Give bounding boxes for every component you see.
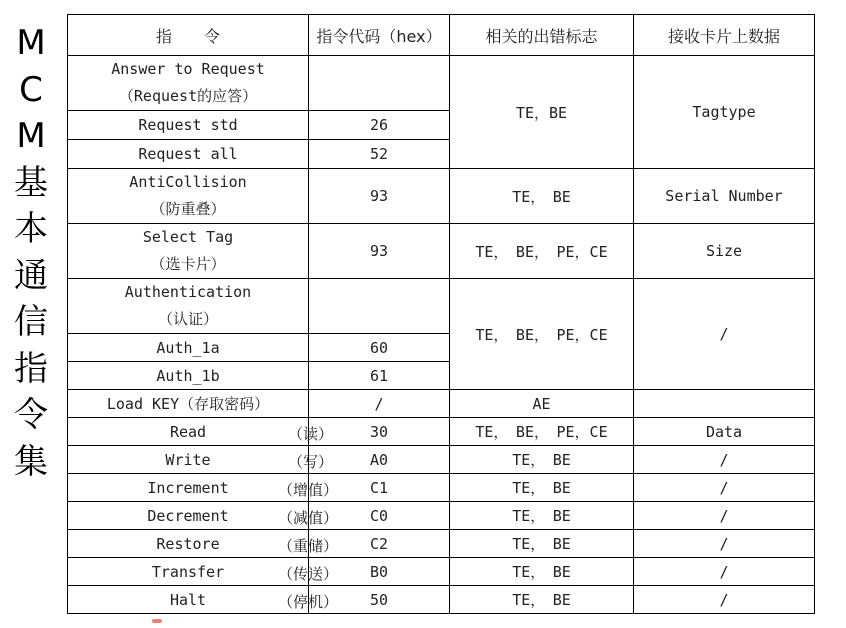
command-cell: Decrement （减值）	[68, 502, 309, 530]
side-title	[6, 20, 56, 485]
code-cell: 93	[309, 224, 450, 279]
code-cell: 61	[309, 362, 450, 390]
flags-cell: TE， BE	[450, 169, 634, 224]
command-cell: Load KEY（存取密码）	[68, 390, 309, 418]
red-mark	[152, 619, 162, 623]
table-row	[68, 530, 815, 558]
table-row	[68, 502, 815, 530]
data-cell: /	[634, 586, 815, 614]
table-row	[68, 224, 815, 279]
code-cell: 93	[309, 169, 450, 224]
data-cell: /	[634, 474, 815, 502]
table-row	[68, 558, 815, 586]
data-cell: /	[634, 446, 815, 474]
table-row	[68, 446, 815, 474]
side-title-char: 集	[14, 441, 48, 482]
flags-cell: AE	[450, 390, 634, 418]
code-cell: B0	[309, 558, 450, 586]
command-cell: Auth_1a	[68, 334, 309, 362]
flags-cell: TE， BE， PE，CE	[450, 279, 634, 390]
side-title-char: M	[16, 23, 46, 63]
header-error-flags: 相关的出错标志	[450, 15, 634, 56]
flags-cell: TE，BE	[450, 56, 634, 169]
code-cell: 50	[309, 586, 450, 614]
data-cell: Serial Number	[634, 169, 815, 224]
side-title-char: M	[16, 116, 46, 156]
side-title-char: 指	[14, 348, 48, 389]
command-cell: Restore （重储）	[68, 530, 309, 558]
data-cell: /	[634, 502, 815, 530]
flags-cell: TE， BE	[450, 530, 634, 558]
side-title-char: 通	[14, 255, 48, 296]
command-cell: Select Tag （选卡片）	[68, 224, 309, 279]
table-row	[68, 279, 815, 334]
code-cell: 60	[309, 334, 450, 362]
table-header-row	[68, 15, 815, 56]
command-cell: Increment （增值）	[68, 474, 309, 502]
header-code: 指令代码（hex）	[309, 15, 450, 56]
code-cell: C1	[309, 474, 450, 502]
code-cell: 52	[309, 140, 450, 169]
header-card-data: 接收卡片上数据	[634, 15, 815, 56]
flags-cell: TE， BE	[450, 446, 634, 474]
data-cell: /	[634, 279, 815, 390]
command-cell: Answer to Request （Request的应答）	[68, 56, 309, 111]
flags-cell: TE， BE	[450, 558, 634, 586]
side-title-char: 本	[14, 209, 48, 249]
command-cell: Auth_1b	[68, 362, 309, 390]
data-cell: Size	[634, 224, 815, 279]
table-row	[68, 474, 815, 502]
flags-cell: TE， BE	[450, 586, 634, 614]
code-cell	[309, 279, 450, 334]
table-row	[68, 586, 815, 614]
side-title-char: 信	[14, 302, 48, 342]
command-cell: Transfer （传送）	[68, 558, 309, 586]
command-cell: Request std	[68, 111, 309, 140]
table-row	[68, 169, 815, 224]
code-cell: 30	[309, 418, 450, 446]
flags-cell: TE， BE	[450, 474, 634, 502]
data-cell: /	[634, 530, 815, 558]
code-cell: /	[309, 390, 450, 418]
flags-cell: TE， BE	[450, 502, 634, 530]
code-cell: C2	[309, 530, 450, 558]
data-cell	[634, 390, 815, 418]
header-command: 指 令	[68, 15, 309, 56]
code-cell	[309, 56, 450, 111]
side-title-char: 令	[14, 395, 48, 435]
side-title-char: 基	[14, 162, 48, 203]
flags-cell: TE， BE， PE，CE	[450, 418, 634, 446]
command-table	[67, 14, 815, 614]
code-cell: C0	[309, 502, 450, 530]
table-row	[68, 390, 815, 418]
data-cell: Data	[634, 418, 815, 446]
command-cell: Authentication （认证）	[68, 279, 309, 334]
command-cell: Halt （停机）	[68, 586, 309, 614]
command-cell: Write （写）	[68, 446, 309, 474]
data-cell: /	[634, 558, 815, 586]
command-cell: Read （读）	[68, 418, 309, 446]
table-row	[68, 418, 815, 446]
command-cell: AntiCollision （防重叠）	[68, 169, 309, 224]
code-cell: 26	[309, 111, 450, 140]
data-cell: Tagtype	[634, 56, 815, 169]
side-title-char: C	[19, 69, 43, 110]
command-cell: Request all	[68, 140, 309, 169]
code-cell: A0	[309, 446, 450, 474]
table-row	[68, 56, 815, 111]
flags-cell: TE， BE， PE，CE	[450, 224, 634, 279]
